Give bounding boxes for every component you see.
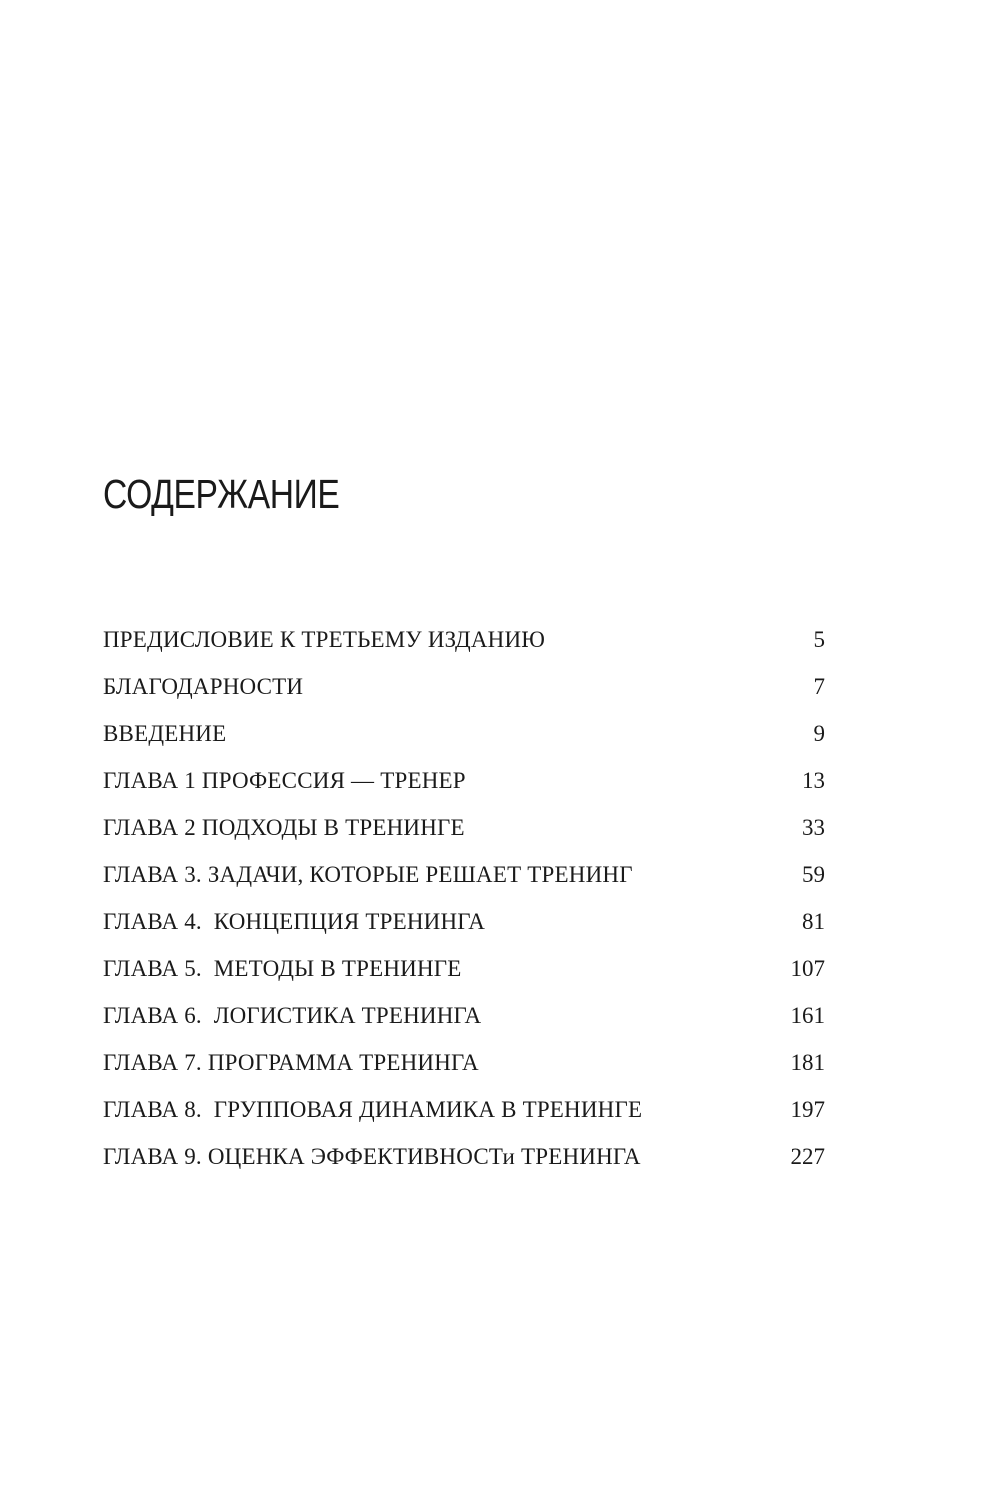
toc-entry-page-number: 9 — [813, 721, 825, 746]
toc-entry-page-number: 7 — [813, 674, 825, 699]
toc-entry-title: ГЛАВА 9. ОЦЕНКА ЭФФЕКТИВНОСТи ТРЕНИНГА — [103, 1144, 641, 1169]
toc-entry-page-number: 59 — [802, 862, 825, 887]
toc-entry — [103, 618, 825, 665]
toc-entry-page-number: 227 — [790, 1144, 825, 1169]
toc-entry — [103, 1041, 825, 1088]
toc-entry — [103, 1135, 825, 1182]
toc-entry-title: БЛАГОДАРНОСТИ — [103, 674, 304, 699]
page-title: СОДЕРЖАНИЕ — [103, 471, 340, 517]
toc-entry — [103, 947, 825, 994]
toc-entry — [103, 759, 825, 806]
toc-entry — [103, 665, 825, 712]
toc-entry — [103, 1088, 825, 1135]
toc-entry-page-number: 33 — [802, 815, 825, 840]
toc-entry — [103, 806, 825, 853]
toc-entry-title: ГЛАВА 8. ГРУППОВАЯ ДИНАМИКА В ТРЕНИНГЕ — [103, 1097, 643, 1122]
toc-entry-title: ГЛАВА 1 ПРОФЕССИЯ — ТРЕНЕР — [103, 768, 466, 793]
toc-entry — [103, 712, 825, 759]
toc-entry-title: ГЛАВА 6. ЛОГИСТИКА ТРЕНИНГА — [103, 1003, 482, 1028]
toc-entry-page-number: 13 — [802, 768, 825, 793]
toc-entry-title: ПРЕДИСЛОВИЕ К ТРЕТЬЕМУ ИЗДАНИЮ — [103, 627, 546, 652]
toc-entry-title: ГЛАВА 5. МЕТОДЫ В ТРЕНИНГЕ — [103, 956, 462, 981]
toc-entry-title: ГЛАВА 3. ЗАДАЧИ, КОТОРЫЕ РЕШАЕТ ТРЕНИНГ — [103, 862, 633, 887]
toc-entry-page-number: 181 — [790, 1050, 825, 1075]
toc-entry-page-number: 81 — [802, 909, 825, 934]
toc-entry-title: ГЛАВА 7. ПРОГРАММА ТРЕНИНГА — [103, 1050, 479, 1075]
toc-entry-page-number: 5 — [813, 627, 825, 652]
toc-entry — [103, 994, 825, 1041]
toc-entry-title: ГЛАВА 2 ПОДХОДЫ В ТРЕНИНГЕ — [103, 815, 465, 840]
toc-entry-page-number: 107 — [790, 956, 825, 981]
toc-entry — [103, 900, 825, 947]
toc-entry-title: ВВЕДЕНИЕ — [103, 721, 227, 746]
toc-entry-title: ГЛАВА 4. КОНЦЕПЦИЯ ТРЕНИНГА — [103, 909, 486, 934]
toc-entry — [103, 853, 825, 900]
toc-entry-page-number: 197 — [790, 1097, 825, 1122]
table-of-contents — [103, 618, 825, 1182]
toc-entry-page-number: 161 — [790, 1003, 825, 1028]
